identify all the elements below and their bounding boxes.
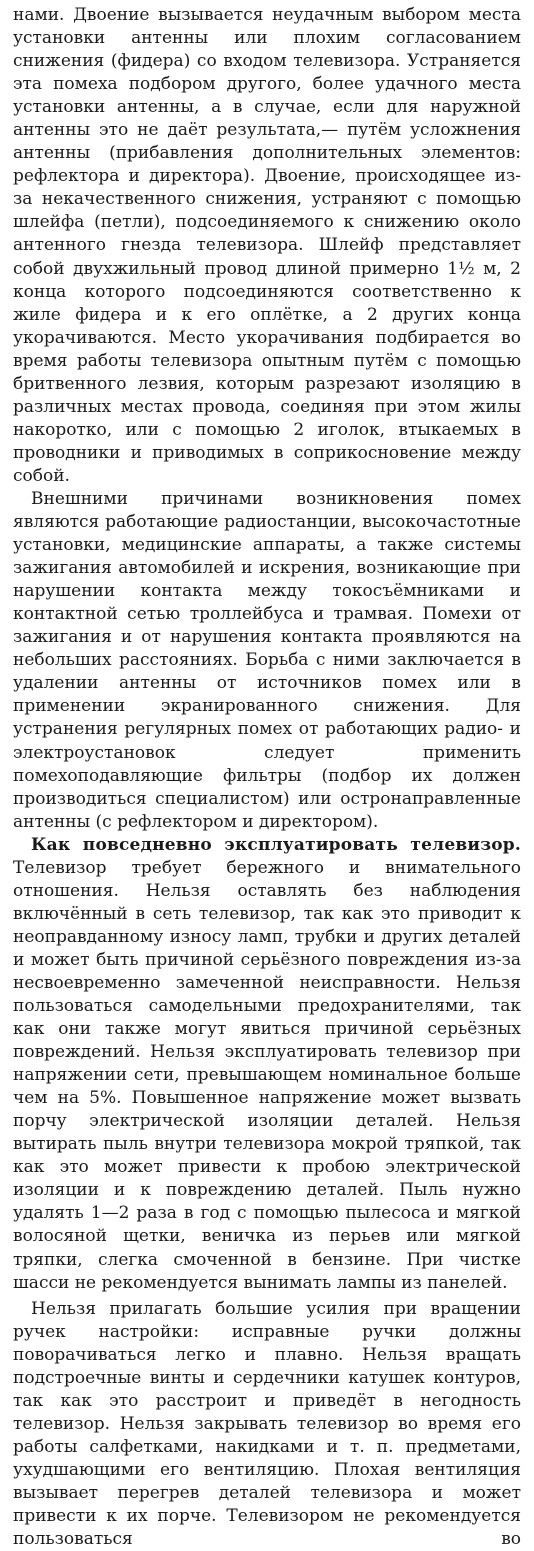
paragraph-text: Нельзя прилагать большие усилия при вращении ручек настройки: исправные ручки должны поворачиваться легко и плавно. Нельзя вращать подстроечные винты и сердечники катушек контуров, так как это расстроит и приведёт в негодность телевизор. Нельзя закрывать телевизор во время его работы салфетками, накидками и т. п. предметами, ухудшающими его вентиляцию. Плохая вентиляция вызывает перегрев деталей телевизора и может привести к их порче. Телевизором не рекомендуется пользоваться во [13, 1298, 521, 1550]
paragraph-text: Внешними причинами возникновения помех являются работающие радиостанции, высокочастотные установки, медицинские аппараты, а также системы зажигания автомобилей и искрения, возникающие при нарушении контакта между токосъёмниками и контактной сетью троллейбуса и трамвая. Помехи от зажигания и от нарушения контакта проявляются на небольших расстояниях. Борьба с ними заключается в удалении антенны от источников помех или в применении экранированного снижения. Для устранения регулярных помех от работающих радио- и электроустановок следует применить помехоподавляющие фильтры (подбор их должен производиться специалистом) или остронаправленные антенны (с рефлектором и директором). [13, 488, 521, 832]
paragraph-adjustment-warnings [13, 1298, 521, 1551]
paragraph-text: Телевизор требует бережного и внимательного отношения. Нельзя оставлять без наблюдения включённый в сеть телевизор, так как это приводит к неоправданному износу ламп, трубки и других деталей и может быть причиной серьёзного повреждения из-за несвоевременно замеченной неисправности. Нельзя пользоваться самодельными предохранителями, так как они также могут явиться причиной серьёзных повреждений. Нельзя эксплуатировать телевизор при напряжении сети, превышающем номинальное больше чем на 5%. Повышенное напряжение может вызвать порчу электрической изоляции деталей. Нельзя вытирать пыль внутри телевизора мокрой тряпкой, так как это может привести к пробою электрической изоляции и к повреждению деталей. Пыль нужно удалять 1—2 раза в год с помощью пылесоса и мягкой волосяной щетки, веничка из перьев или мягкой тряпки, слегка смоченной в бензине. При чистке шасси не рекомендуется вынимать лампы из панелей. [13, 857, 521, 1293]
paragraph-external-interference [13, 488, 521, 834]
paragraph-daily-operation [13, 834, 521, 1295]
section-heading: Как повседневно эксплуатировать телевизор. [31, 834, 521, 855]
paragraph-ghosting-continued [13, 4, 521, 488]
paragraph-text: нами. Двоение вызывается неудачным выбором места установки антенны или плохим согласованием снижения (фидера) со входом телевизора. Устраняется эта помеха подбором другого, более удачного места установки антенны, а в случае, если для наружной антенны это не даёт результата,— путём усложнения антенны (прибавления дополнительных элементов: рефлектора и директора). Двоение, происходящее из-за некачественного снижения, устраняют с помощью шлейфа (петли), подсоединяемого к снижению около антенного гнезда телевизора. Шлейф представляет собой двухжильный провод длиной примерно 1½ м, 2 конца которого подсоединяются соответственно к жиле фидера и к его оплётке, а 2 других конца укорачиваются. Место укорачивания подбирается во время работы телевизора опытным путём с помощью бритвенного лезвия, которым разрезают изоляцию в различных местах провода, соединяя при этом жилы накоротко, или с помощью 2 иголок, втыкаемых в проводники и приводимых в соприкосновение между собой. [13, 5, 521, 486]
